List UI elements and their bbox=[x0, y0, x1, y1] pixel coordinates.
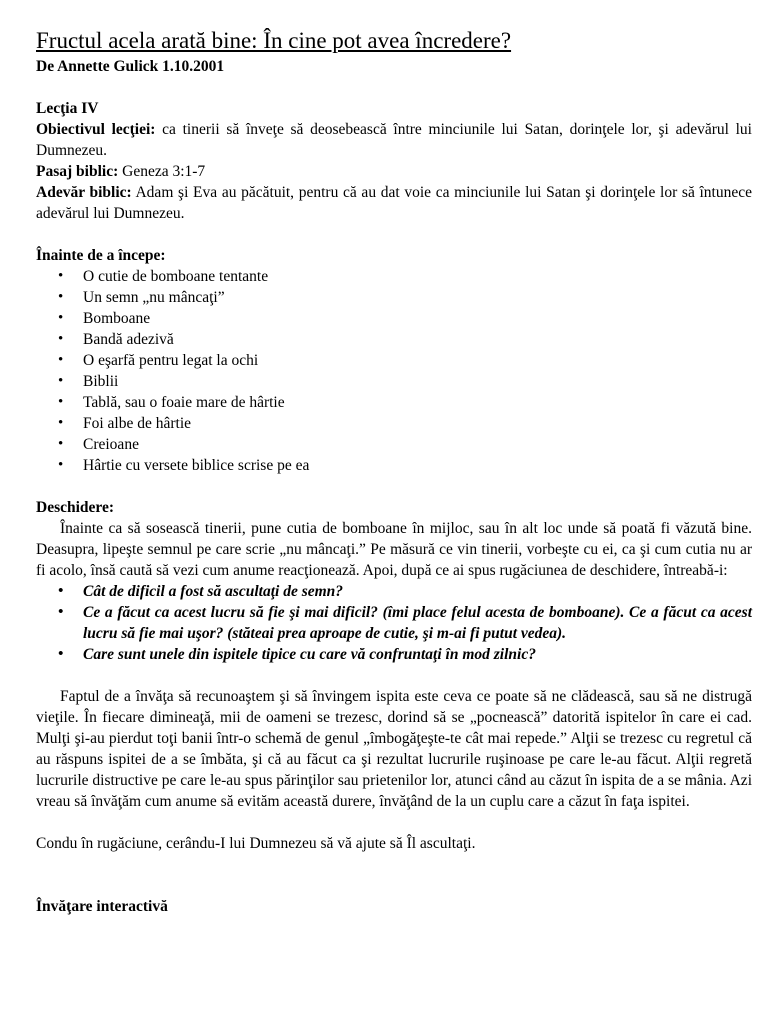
spacer bbox=[36, 854, 752, 875]
list-item: • Bandă adezivă bbox=[36, 329, 752, 350]
question-item: • Cât de dificil a fost să ascultaţi de semn? bbox=[36, 581, 752, 602]
questions-list bbox=[36, 581, 752, 665]
list-item: • Bomboane bbox=[36, 308, 752, 329]
bible-truth bbox=[36, 182, 752, 224]
document-page bbox=[36, 26, 752, 917]
list-item: • O cutie de bomboane tentante bbox=[36, 266, 752, 287]
opening-paragraph: Înainte ca să sosească tinerii, pune cutia de bomboane în mijloc, sau în alt loc unde să poată fi văzută bine. Deasupra, lipeşte semnul pe care scrie „nu mâncaţi.” Pe măsură ce vin tinerii, vorbeşte cu ei, ca şi cum cutia nu ar fi acolo, însă caută să vezi cum anume reacţionează. Apoi, după ce ai spus rugăciunea de deschidere, întreabă-i: bbox=[36, 520, 752, 579]
question-item: • Care sunt unele din ispitele tipice cu care vă confruntaţi în mod zilnic? bbox=[36, 644, 752, 665]
list-item: • Tablă, sau o foaie mare de hârtie bbox=[36, 392, 752, 413]
list-item: • Hârtie cu versete biblice scrise pe ea bbox=[36, 455, 752, 476]
passage-label: Pasaj biblic: bbox=[36, 163, 119, 180]
spacer bbox=[36, 665, 752, 686]
passage-text: Geneza 3:1-7 bbox=[118, 163, 206, 180]
lesson-number: Lecţia IV bbox=[36, 100, 99, 117]
document-title: Fructul acela arată bine: În cine pot avea încredere? bbox=[36, 28, 512, 53]
supplies-list bbox=[36, 266, 752, 476]
question-item: • Ce a făcut ca acest lucru să fie şi mai dificil? (îmi place felul acesta de bomboane). Ce a făcut ca acest lucru să fie mai uşor? (stăteai prea aproape de cutie, şi m-ai fi putut vedea). bbox=[36, 602, 752, 644]
truth-text: Adam şi Eva au păcătuit, pentru că au dat voie ca minciunile lui Satan şi dorinţele lor să întunece adevărul lui Dumnezeu. bbox=[36, 184, 752, 222]
before-heading: Înainte de a începe: bbox=[36, 247, 166, 264]
author-line: De Annette Gulick 1.10.2001 bbox=[36, 58, 225, 75]
objective-label: Obiectivul lecţiei: bbox=[36, 121, 156, 138]
spacer bbox=[36, 875, 752, 896]
spacer bbox=[36, 812, 752, 833]
truth-label: Adevăr biblic: bbox=[36, 184, 132, 201]
temptation-paragraph: Faptul de a învăţa să recunoaştem şi să învingem ispita este ceva ce poate să ne clădească, sau să ne distrugă vieţile. În fiecare dimineaţă, mii de oameni se trezesc, dorind să se „pocnească” datorită ispitelor în care ei cad. Mulţi şi-au pierdut toţi banii într-o schemă de genul „îmbogăţeşte-te cât mai repede.” Alţii se trezesc cu regretul că au răspuns ispitei de a se îmbăta, şi că au făcut ca şi rezultat lucrurile ruşinoase pe care le-au făcut. Alţii regretă lucrurile distructive pe care le-au spus părinţilor sau prietenilor lor, atunci când au căzut în ispita de a se mânia. Azi vreau să învăţăm cum anume să evităm această durere, învăţând de la un cuplu care a căzut în faţa ispitei. bbox=[36, 688, 752, 810]
list-item: • Biblii bbox=[36, 371, 752, 392]
bible-passage bbox=[36, 161, 752, 182]
list-item: • O eşarfă pentru legat la ochi bbox=[36, 350, 752, 371]
list-item: • Foi albe de hârtie bbox=[36, 413, 752, 434]
prayer-line: Condu în rugăciune, cerându-I lui Dumnezeu să vă ajute să Îl ascultaţi. bbox=[36, 835, 476, 852]
interactive-heading: Învăţare interactivă bbox=[36, 898, 168, 915]
lesson-objective bbox=[36, 119, 752, 161]
list-item: • Un semn „nu mâncaţi” bbox=[36, 287, 752, 308]
opening-heading: Deschidere: bbox=[36, 499, 115, 516]
objective-text: ca tinerii să înveţe să deosebească între minciunile lui Satan, dorinţele lor, şi adevărul lui Dumnezeu. bbox=[36, 121, 752, 159]
list-item: • Creioane bbox=[36, 434, 752, 455]
